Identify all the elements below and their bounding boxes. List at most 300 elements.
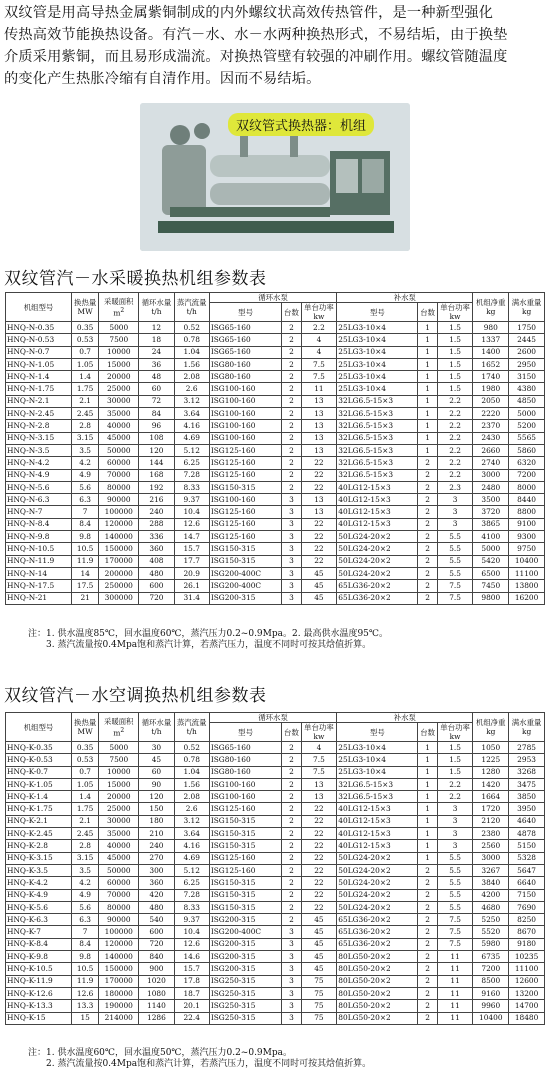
table-cell: HNQ-K-1.75 <box>6 803 72 815</box>
table-cell: 50LG24-20×2 <box>337 567 418 579</box>
table-row <box>6 951 545 963</box>
table-cell: 50LG24-20×2 <box>337 901 418 913</box>
table-cell: 50000 <box>99 444 139 456</box>
table-row <box>6 494 545 506</box>
col-full-weight-label: 满水重量 <box>511 298 542 307</box>
table-row <box>6 840 545 852</box>
col-model: 机组型号 <box>6 293 72 322</box>
table-cell: ISG150-315 <box>209 815 282 827</box>
table-row <box>6 803 545 815</box>
table-cell: 2 <box>282 901 301 913</box>
table-cell: 2 <box>282 457 301 469</box>
photo-caption: 双纹管式换热器：机组 <box>228 113 374 136</box>
table-row <box>6 531 545 543</box>
table-cell: 1.5 <box>437 358 473 370</box>
table-cell: 3 <box>282 926 301 938</box>
table-cell: 40000 <box>99 420 139 432</box>
table-row <box>6 754 545 766</box>
table-cell: 6500 <box>473 567 509 579</box>
table-cell: HNQ-K-10.5 <box>6 963 72 975</box>
table-cell: 7200 <box>473 963 509 975</box>
table-row <box>6 592 545 604</box>
table-cell: 22 <box>301 901 337 913</box>
table-row <box>6 358 545 370</box>
col-net-weight-unit: kg <box>486 307 496 316</box>
table-row <box>6 1012 545 1024</box>
table-cell: 5.5 <box>437 877 473 889</box>
table-cell: 7500 <box>99 754 139 766</box>
table-cell: 2 <box>418 864 437 876</box>
table-cell: 45 <box>301 592 337 604</box>
table-cell: 3 <box>282 543 301 555</box>
table-cell: 5.5 <box>437 555 473 567</box>
table-cell: 3 <box>437 828 473 840</box>
table-cell: 40LG12-15×3 <box>337 494 418 506</box>
table-cell: 22 <box>301 864 337 876</box>
table-cell: 6320 <box>509 457 545 469</box>
table-cell: 25LG3-10×4 <box>337 383 418 395</box>
table-cell: 2.2 <box>437 420 473 432</box>
table-cell: 60000 <box>99 457 139 469</box>
col-full-weight-unit: kg <box>521 727 532 736</box>
heating-parameters-table <box>5 292 545 605</box>
table-cell: 2 <box>282 791 301 803</box>
table-cell: 60000 <box>99 877 139 889</box>
table-cell: HNQ-N-5.6 <box>6 481 72 493</box>
table-cell: 3000 <box>473 469 509 481</box>
table-cell: 1 <box>418 828 437 840</box>
table-cell: 9180 <box>509 938 545 950</box>
table-cell: 2 <box>282 408 301 420</box>
table-cell: 12600 <box>509 975 545 987</box>
table-cell: 0.52 <box>174 322 209 334</box>
table-cell: 32LG6.5-15×3 <box>337 778 418 790</box>
table-cell: 1 <box>418 742 437 754</box>
table-cell: 5000 <box>473 543 509 555</box>
table-cell: 5.5 <box>437 567 473 579</box>
table-cell: 13 <box>301 778 337 790</box>
table1-body <box>6 322 545 605</box>
table-row <box>6 963 545 975</box>
table-row <box>6 481 545 493</box>
table-cell: 80000 <box>99 481 139 493</box>
table-cell: 35000 <box>99 408 139 420</box>
table2-note-1: 注：1. 供水温度60℃，回水温度50℃，蒸汽压力0.2~0.9Mpa。 <box>28 1048 292 1058</box>
intro-line: 介质采用紫铜，而且易形成湍流。对换热管壁有较强的冲刷作用。螺纹管随温度 <box>4 49 508 65</box>
col-circ-water <box>139 293 174 322</box>
table-cell: 7.5 <box>301 358 337 370</box>
table-cell: HNQ-N-4.9 <box>6 469 72 481</box>
table-row <box>6 889 545 901</box>
table-cell: 40LG12-15×3 <box>337 840 418 852</box>
table-cell: 2 <box>282 852 301 864</box>
table-cell: 30000 <box>99 815 139 827</box>
table-cell: 3840 <box>473 877 509 889</box>
table-cell: 13 <box>301 791 337 803</box>
table-row <box>6 334 545 346</box>
table-cell: 600 <box>139 580 174 592</box>
table-cell: 2.8 <box>72 840 99 852</box>
table-cell: 5200 <box>509 420 545 432</box>
table-cell: 3150 <box>509 371 545 383</box>
table-cell: 50LG24-20×2 <box>337 543 418 555</box>
table-cell: 3 <box>282 494 301 506</box>
table-cell: 1 <box>418 852 437 864</box>
table-cell: 8.33 <box>174 901 209 913</box>
table-cell: 8800 <box>509 506 545 518</box>
col-heat-unit: MW <box>77 727 93 736</box>
table-cell: 1652 <box>473 358 509 370</box>
table-cell: 720 <box>139 938 174 950</box>
table-cell: 4.9 <box>72 469 99 481</box>
table-cell: HNQ-K-7 <box>6 926 72 938</box>
table-cell: 1050 <box>473 742 509 754</box>
table-cell: HNQ-K-4.2 <box>6 877 72 889</box>
table-cell: 5.6 <box>72 901 99 913</box>
table-row <box>6 346 545 358</box>
col-area-label: 采暖面积 <box>104 716 134 726</box>
table-cell: 2.2 <box>437 395 473 407</box>
table-cell: 0.7 <box>72 346 99 358</box>
table-cell: 80LG50-20×2 <box>337 1012 418 1024</box>
table-cell: 144 <box>139 457 174 469</box>
table-cell: 17.8 <box>174 975 209 987</box>
table-cell: 2 <box>418 877 437 889</box>
table-cell: 2600 <box>509 346 545 358</box>
table-cell: 45 <box>301 938 337 950</box>
table-cell: ISG125-160 <box>209 506 282 518</box>
table-cell: 180000 <box>99 987 139 999</box>
table-cell: 1.4 <box>72 371 99 383</box>
table-cell: 1.5 <box>437 766 473 778</box>
ac-parameters-table <box>5 712 545 1025</box>
table-cell: 12.6 <box>174 938 209 950</box>
table-cell: 10000 <box>99 766 139 778</box>
table-cell: 4.2 <box>72 457 99 469</box>
table-cell: 75 <box>301 1012 337 1024</box>
table-cell: 300000 <box>99 592 139 604</box>
table-cell: 21 <box>72 592 99 604</box>
table-cell: HNQ-K-1.4 <box>6 791 72 803</box>
table-cell: 15 <box>72 1012 99 1024</box>
table-cell: 2 <box>282 444 301 456</box>
table-cell: 240 <box>139 840 174 852</box>
table-cell: 2660 <box>473 444 509 456</box>
table-cell: HNQ-K-6.3 <box>6 914 72 926</box>
table-cell: 288 <box>139 518 174 530</box>
col-heat-label: 换热量 <box>74 718 97 727</box>
table-cell: 11.9 <box>72 555 99 567</box>
table-row <box>6 543 545 555</box>
table-cell: 1.56 <box>174 778 209 790</box>
table-cell: 2 <box>282 828 301 840</box>
table-cell: 1 <box>418 766 437 778</box>
table-cell: 2.3 <box>437 481 473 493</box>
table-row <box>6 926 545 938</box>
table-cell: 24 <box>139 346 174 358</box>
table-cell: 13200 <box>509 987 545 999</box>
table-cell: 240 <box>139 506 174 518</box>
table-cell: 0.53 <box>72 754 99 766</box>
table-cell: 9.8 <box>72 951 99 963</box>
table-cell: HNQ-K-0.53 <box>6 754 72 766</box>
table-cell: 10000 <box>99 346 139 358</box>
table-cell: 5.5 <box>437 852 473 864</box>
table-cell: 2 <box>282 914 301 926</box>
table-cell: ISG100-160 <box>209 778 282 790</box>
table-cell: 7690 <box>509 901 545 913</box>
table-cell: 16200 <box>509 592 545 604</box>
table-cell: 3.5 <box>72 444 99 456</box>
table-cell: ISG125-160 <box>209 518 282 530</box>
table-row <box>6 828 545 840</box>
table-cell: 600 <box>139 926 174 938</box>
table-cell: 5000 <box>99 322 139 334</box>
table-cell: 120000 <box>99 938 139 950</box>
table-cell: 32LG6.5-15×3 <box>337 444 418 456</box>
table-cell: 2 <box>282 754 301 766</box>
table-cell: 5.6 <box>72 481 99 493</box>
table-cell: 6.3 <box>72 494 99 506</box>
table-cell: 60 <box>139 766 174 778</box>
table1-note-2: 3. 蒸汽流量按0.4Mpa饱和蒸汽计算，若蒸汽压力，温度不同时可按其焓值折算。 <box>46 640 372 650</box>
table-cell: 45000 <box>99 852 139 864</box>
table-cell: 2 <box>418 1000 437 1012</box>
table-cell: ISG200-315 <box>209 938 282 950</box>
col-heat-unit: MW <box>77 307 93 316</box>
table-cell: 9800 <box>473 592 509 604</box>
table-cell: 1400 <box>473 346 509 358</box>
table-cell: 7.5 <box>301 371 337 383</box>
table-cell: HNQ-N-14 <box>6 567 72 579</box>
table-cell: 4 <box>301 742 337 754</box>
table-cell: 270 <box>139 852 174 864</box>
table-cell: 3 <box>282 951 301 963</box>
table-cell: 15.7 <box>174 543 209 555</box>
table-cell: 45 <box>301 914 337 926</box>
table-row <box>6 938 545 950</box>
table-row <box>6 975 545 987</box>
table-cell: 80LG50-20×2 <box>337 987 418 999</box>
table-cell: 140000 <box>99 531 139 543</box>
table-cell: 1 <box>418 395 437 407</box>
table-cell: 3865 <box>473 518 509 530</box>
table-cell: 3 <box>282 1000 301 1012</box>
table-cell: 10.5 <box>72 543 99 555</box>
table-cell: 40000 <box>99 840 139 852</box>
table-cell: 3500 <box>473 494 509 506</box>
table-cell: HNQ-N-9.8 <box>6 531 72 543</box>
table-cell: ISG100-160 <box>209 395 282 407</box>
table-cell: 32LG6.5-15×3 <box>337 432 418 444</box>
col-circ-pump-power <box>301 303 337 322</box>
table-cell: HNQ-N-8.4 <box>6 518 72 530</box>
table-cell: 4 <box>301 334 337 346</box>
table-cell: 25000 <box>99 803 139 815</box>
table-cell: ISG250-315 <box>209 975 282 987</box>
table-row <box>6 408 545 420</box>
col-full-weight <box>509 293 545 322</box>
table-cell: 7.5 <box>301 754 337 766</box>
table-cell: 192 <box>139 481 174 493</box>
table-cell: 18480 <box>509 1012 545 1024</box>
table-cell: 1.04 <box>174 346 209 358</box>
table-row <box>6 395 545 407</box>
table-cell: 2.2 <box>437 408 473 420</box>
table-cell: 11100 <box>509 963 545 975</box>
table-row <box>6 457 545 469</box>
table-cell: 2.08 <box>174 371 209 383</box>
table-cell: 10.4 <box>174 506 209 518</box>
col-supp-pump-power <box>437 303 473 322</box>
table-cell: 2 <box>418 592 437 604</box>
col-supp-pump-model: 型号 <box>337 303 418 322</box>
table-cell: 22 <box>301 840 337 852</box>
table-cell: 65LG36-20×2 <box>337 938 418 950</box>
table-cell: 75 <box>301 975 337 987</box>
table-cell: 70000 <box>99 889 139 901</box>
table-cell: 5.5 <box>437 901 473 913</box>
table-cell: 100000 <box>99 506 139 518</box>
table-cell: 1 <box>418 754 437 766</box>
table-cell: 2 <box>282 840 301 852</box>
table-cell: 45 <box>301 567 337 579</box>
table-cell: 1080 <box>139 987 174 999</box>
table-cell: 90 <box>139 778 174 790</box>
table-cell: 1.04 <box>174 766 209 778</box>
col-circ-pump-model: 型号 <box>209 723 282 742</box>
table-cell: 7.5 <box>301 766 337 778</box>
table-cell: ISG250-315 <box>209 1012 282 1024</box>
table-cell: HNQ-N-0.35 <box>6 322 72 334</box>
table-row <box>6 567 545 579</box>
table-cell: 5.5 <box>437 543 473 555</box>
col-supp-pump-power-unit: kw <box>449 312 461 321</box>
table-cell: 2 <box>282 371 301 383</box>
table-cell: 7150 <box>509 889 545 901</box>
col-circ-pump-power-label: 单台功率 <box>304 723 334 732</box>
col-area-unit: m <box>113 308 121 318</box>
table-cell: 2.2 <box>437 457 473 469</box>
table-cell: 3.64 <box>174 408 209 420</box>
table-cell: 80LG50-20×2 <box>337 975 418 987</box>
table-cell: HNQ-N-17.5 <box>6 580 72 592</box>
table-cell: 45 <box>301 951 337 963</box>
table-cell: 8500 <box>473 975 509 987</box>
table-cell: 45 <box>301 926 337 938</box>
table-cell: 2 <box>418 938 437 950</box>
table-cell: 11 <box>437 951 473 963</box>
table-cell: 10.5 <box>72 963 99 975</box>
table-cell: 9960 <box>473 1000 509 1012</box>
table-cell: 3268 <box>509 766 545 778</box>
table-cell: 3 <box>437 518 473 530</box>
heat-exchanger-photo <box>140 103 410 251</box>
col-circ-water-label: 循环水量 <box>141 718 172 727</box>
table-cell: HNQ-K-9.8 <box>6 951 72 963</box>
table-cell: 2.08 <box>174 791 209 803</box>
table-cell: HNQ-N-1.4 <box>6 371 72 383</box>
table-cell: 20000 <box>99 791 139 803</box>
col-supp-pump-count: 台数 <box>418 303 437 322</box>
table-cell: 13 <box>301 506 337 518</box>
table-cell: 1 <box>418 444 437 456</box>
table-cell: 1420 <box>473 778 509 790</box>
table-cell: 45 <box>301 580 337 592</box>
col-area <box>99 293 139 322</box>
table-row <box>6 766 545 778</box>
table-cell: 11 <box>437 975 473 987</box>
table-cell: 2560 <box>473 840 509 852</box>
table-cell: 7500 <box>99 334 139 346</box>
table-cell: 3.64 <box>174 828 209 840</box>
table-cell: HNQ-K-3.15 <box>6 852 72 864</box>
table-cell: 180 <box>139 815 174 827</box>
table-cell: 84 <box>139 408 174 420</box>
table-cell: 2 <box>418 518 437 530</box>
table-cell: 2 <box>282 395 301 407</box>
col-heat <box>72 293 99 322</box>
table-cell: 18 <box>139 334 174 346</box>
table-cell: 480 <box>139 567 174 579</box>
table-cell: 3 <box>282 506 301 518</box>
table-cell: 120000 <box>99 518 139 530</box>
table-cell: 90000 <box>99 494 139 506</box>
table-cell: 14.7 <box>174 531 209 543</box>
table-cell: 11 <box>437 1012 473 1024</box>
table-cell: 4.69 <box>174 852 209 864</box>
table-cell: 2 <box>282 815 301 827</box>
table-cell: 1.05 <box>72 778 99 790</box>
table-cell: 1 <box>418 346 437 358</box>
table-cell: 6.25 <box>174 877 209 889</box>
table-cell: 9100 <box>509 518 545 530</box>
table-cell: 1020 <box>139 975 174 987</box>
table-cell: 32LG6.5-15×3 <box>337 408 418 420</box>
group-supp-pump: 补水泵 <box>337 293 473 303</box>
table-cell: 11100 <box>509 567 545 579</box>
table-cell: 1 <box>418 840 437 852</box>
table-cell: 32LG6.5-15×3 <box>337 395 418 407</box>
table-cell: 2 <box>282 778 301 790</box>
col-area <box>99 713 139 742</box>
table1-notes <box>28 629 548 651</box>
table-cell: 360 <box>139 877 174 889</box>
table-cell: 13 <box>301 494 337 506</box>
table-cell: 13800 <box>509 580 545 592</box>
table-cell: 2430 <box>473 432 509 444</box>
table-cell: 2 <box>418 531 437 543</box>
table-cell: 15.7 <box>174 963 209 975</box>
col-supp-pump-count: 台数 <box>418 723 437 742</box>
table-cell: 1.05 <box>72 358 99 370</box>
table-cell: HNQ-K-1.05 <box>6 778 72 790</box>
table-cell: 5980 <box>473 938 509 950</box>
table-cell: ISG150-315 <box>209 889 282 901</box>
table-cell: 5.5 <box>437 864 473 876</box>
col-circ-pump-count: 台数 <box>282 303 301 322</box>
table-row <box>6 791 545 803</box>
table-cell: ISG125-160 <box>209 457 282 469</box>
table-cell: ISG125-160 <box>209 864 282 876</box>
table-cell: 1 <box>418 420 437 432</box>
table-cell: 8.4 <box>72 518 99 530</box>
table-cell: 12.6 <box>174 518 209 530</box>
table-cell: ISG150-315 <box>209 481 282 493</box>
table-cell: 11 <box>437 1000 473 1012</box>
table-cell: 2120 <box>473 815 509 827</box>
table-cell: 22 <box>301 457 337 469</box>
